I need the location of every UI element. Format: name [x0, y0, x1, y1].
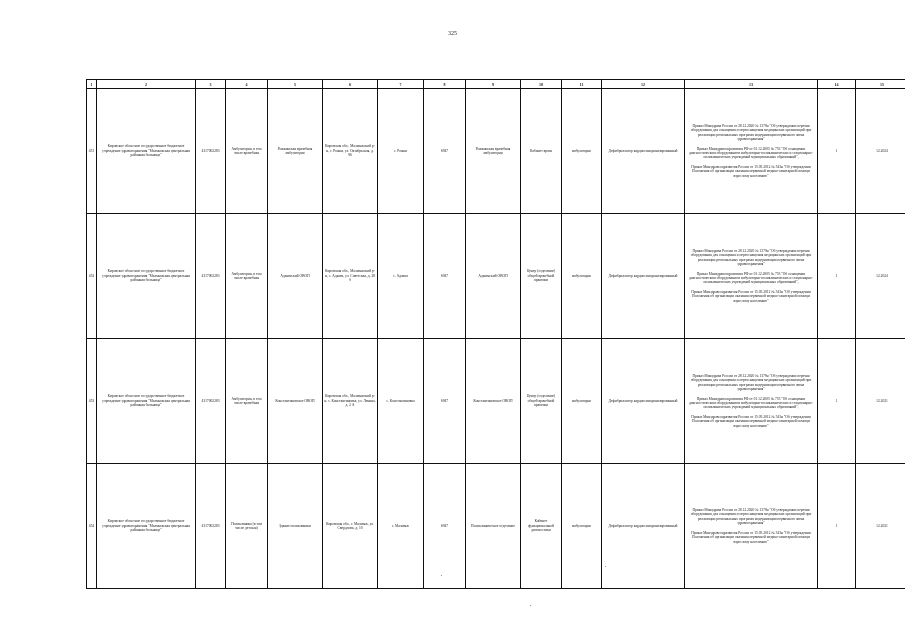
- column-header: 6: [323, 80, 378, 89]
- room-cell: Центр (отделение) общей врачебной практики: [521, 214, 562, 339]
- delivery-date-cell: 12.2021: [856, 339, 905, 464]
- regulatory-document: Приказ Минздравсоцразвития России от 15.05.2012 № 543н "Об утверждении Положения об организации оказания первичной медико-санитарной помощи взрослому населению": [691, 530, 811, 544]
- structural-unit-cell: Рожкинская врачебная амбулатория: [268, 89, 323, 214]
- regulatory-document: Приказ Минздрава России от 28.12.2020 № 1379н "Об утверждении перечня оборудования для оснащения и переоснащения медицинских организаций при реализации региональных программ модернизации первичного звена здравоохранения": [690, 507, 812, 526]
- care-type-cell: Амбулатория, в том числе врачебная: [226, 214, 268, 339]
- regulatory-document: Приказ Минздрава России от 28.12.2020 № 1379н "Об утверждении перечня оборудования для оснащения и переоснащения медицинских организаций при реализации региональных программ модернизации первичного звена здравоохранения": [690, 248, 812, 267]
- care-type-cell: Поликлиника (в том числе детская): [226, 464, 268, 589]
- address-cell: Кировская обл., Малмыжский р-н, с. Аджим, ул. Советская, д. 28 б: [323, 214, 378, 339]
- regulatory-documents-cell: [685, 339, 818, 464]
- care-condition-cell: амбулаторно: [562, 339, 602, 464]
- structural-unit-cell: Здание поликлиники: [268, 464, 323, 589]
- address-cell: Кировская обл., Малмыжский р-н, с. Рожки, ул. Октябрьская, д. 96: [323, 89, 378, 214]
- locality-cell: с. Константиновка: [378, 339, 424, 464]
- equipment-name-cell: Дефибриллятор кардиосинхронизированный: [602, 214, 685, 339]
- column-header: 8: [424, 80, 466, 89]
- address-cell: Кировская обл., Малмыжский р-н, с. Константиновка, ул. Ленина, д. 2 А: [323, 339, 378, 464]
- equipment-name-cell: Дефибриллятор кардиосинхронизированный: [602, 339, 685, 464]
- organization-name-cell: Кировское областное государственное бюджетное учреждение здравоохранения "Малмыжская центральная районная больница": [97, 214, 196, 339]
- inn-code-cell: 4317002283: [196, 339, 226, 464]
- column-header: 10: [521, 80, 562, 89]
- row-number-cell: 451: [87, 89, 97, 214]
- column-header: 4: [226, 80, 268, 89]
- municipality-code-cell: 6947: [424, 89, 466, 214]
- regulatory-document: Приказ Минздравсоцразвития РФ от 01.12.2005 № 753 "Об оснащении диагностическим оборудованием амбулаторно-поликлинических и стационарно-поликлинических учреждений муниципальных образований",: [688, 146, 814, 160]
- organization-name-cell: Кировское областное государственное бюджетное учреждение здравоохранения "Малмыжская центральная районная больница": [97, 339, 196, 464]
- structural-unit-cell: Аджимский ОВОП: [268, 214, 323, 339]
- structural-unit-cell: Константиновское ОВОП: [268, 339, 323, 464]
- delivery-date-cell: 12.2021: [856, 464, 905, 589]
- column-header: 13: [685, 80, 818, 89]
- column-header: 5: [268, 80, 323, 89]
- organization-name-cell: Кировское областное государственное бюджетное учреждение здравоохранения "Малмыжская центральная районная больница": [97, 464, 196, 589]
- room-cell: Кабинет врача: [521, 89, 562, 214]
- table-row: [87, 214, 905, 339]
- division-cell: Аджимский ОВОП: [466, 214, 521, 339]
- row-number-cell: 452: [87, 214, 97, 339]
- equipment-registry-table: [86, 79, 905, 589]
- address-cell: Кировская обл., г. Малмыж, ул. Свердлова, д. 10: [323, 464, 378, 589]
- regulatory-document: Приказ Минздравсоцразвития России от 15.05.2012 № 543н "Об утверждении Положения об организации оказания первичной медико-санитарной помощи взрослому населению": [691, 164, 811, 178]
- column-header: 7: [378, 80, 424, 89]
- column-header: 2: [97, 80, 196, 89]
- regulatory-document: Приказ Минздрава России от 28.12.2020 № 1379н "Об утверждении перечня оборудования для оснащения и переоснащения медицинских организаций при реализации региональных программ модернизации первичного звена здравоохранения": [690, 373, 812, 392]
- inn-code-cell: 4317002283: [196, 214, 226, 339]
- locality-cell: с. Аджим: [378, 214, 424, 339]
- column-header: 3: [196, 80, 226, 89]
- regulatory-documents-cell: [685, 464, 818, 589]
- care-type-cell: Амбулатория, в том числе врачебная: [226, 339, 268, 464]
- column-header: 14: [818, 80, 856, 89]
- division-cell: Поликлиническое отделение: [466, 464, 521, 589]
- column-header: 9: [466, 80, 521, 89]
- room-cell: Центр (отделение) общей врачебной практики: [521, 339, 562, 464]
- quantity-cell: 1: [818, 339, 856, 464]
- page-number: 325: [448, 31, 457, 37]
- inn-code-cell: 4317002283: [196, 89, 226, 214]
- quantity-cell: 1: [818, 214, 856, 339]
- regulatory-documents-cell: [685, 89, 818, 214]
- quantity-cell: 1: [818, 89, 856, 214]
- regulatory-document: Приказ Минздравсоцразвития РФ от 01.12.2005 № 753 "Об оснащении диагностическим оборудованием амбулаторно-поликлинических и стационарно-поликлинических учреждений муниципальных образований",: [688, 271, 814, 285]
- care-condition-cell: амбулаторно: [562, 214, 602, 339]
- equipment-name-cell: Дефибриллятор кардиосинхронизированный: [602, 89, 685, 214]
- division-cell: Константиновское ОВОП: [466, 339, 521, 464]
- division-cell: Рожкинская врачебная амбулатория: [466, 89, 521, 214]
- row-number-cell: 453: [87, 339, 97, 464]
- column-header: 12: [602, 80, 685, 89]
- delivery-date-cell: 12.2024: [856, 89, 905, 214]
- column-header: 1: [87, 80, 97, 89]
- municipality-code-cell: 6947: [424, 464, 466, 589]
- care-condition-cell: амбулаторно: [562, 89, 602, 214]
- table-row: [87, 89, 905, 214]
- regulatory-document: Приказ Минздрава России от 28.12.2020 № 1379н "Об утверждении перечня оборудования для оснащения и переоснащения медицинских организаций при реализации региональных программ модернизации первичного звена здравоохранения": [690, 123, 812, 142]
- equipment-name-cell: Дефибриллятор кардиосинхронизированный: [602, 464, 685, 589]
- regulatory-document: Приказ Минздравсоцразвития России от 15.05.2012 № 543н "Об утверждении Положения об организации оказания первичной медико-санитарной помощи взрослому населению": [691, 414, 811, 428]
- table-row: [87, 464, 905, 589]
- organization-name-cell: Кировское областное государственное бюджетное учреждение здравоохранения "Малмыжская центральная районная больница": [97, 89, 196, 214]
- regulatory-document: Приказ Минздравсоцразвития России от 15.05.2012 № 543н "Об утверждении Положения об организации оказания первичной медико-санитарной помощи взрослому населению": [691, 289, 811, 303]
- column-number-row: [87, 80, 905, 89]
- quantity-cell: 1: [818, 464, 856, 589]
- table-row: [87, 339, 905, 464]
- locality-cell: г. Малмыж: [378, 464, 424, 589]
- column-header: 15: [856, 80, 905, 89]
- care-type-cell: Амбулатория, в том числе врачебная: [226, 89, 268, 214]
- column-header: 11: [562, 80, 602, 89]
- regulatory-document: Приказ Минздравсоцразвития РФ от 01.12.2005 № 753 "Об оснащении диагностическим оборудованием амбулаторно-поликлинических и стационарно-поликлинических учреждений муниципальных образований",: [688, 396, 814, 410]
- regulatory-documents-cell: [685, 214, 818, 339]
- delivery-date-cell: 12.2024: [856, 214, 905, 339]
- scan-speck: [530, 605, 531, 606]
- row-number-cell: 454: [87, 464, 97, 589]
- inn-code-cell: 4317002283: [196, 464, 226, 589]
- locality-cell: с. Рожки: [378, 89, 424, 214]
- care-condition-cell: амбулаторно: [562, 464, 602, 589]
- municipality-code-cell: 6947: [424, 214, 466, 339]
- room-cell: Кабинет функциональной диагностики: [521, 464, 562, 589]
- municipality-code-cell: 6947: [424, 339, 466, 464]
